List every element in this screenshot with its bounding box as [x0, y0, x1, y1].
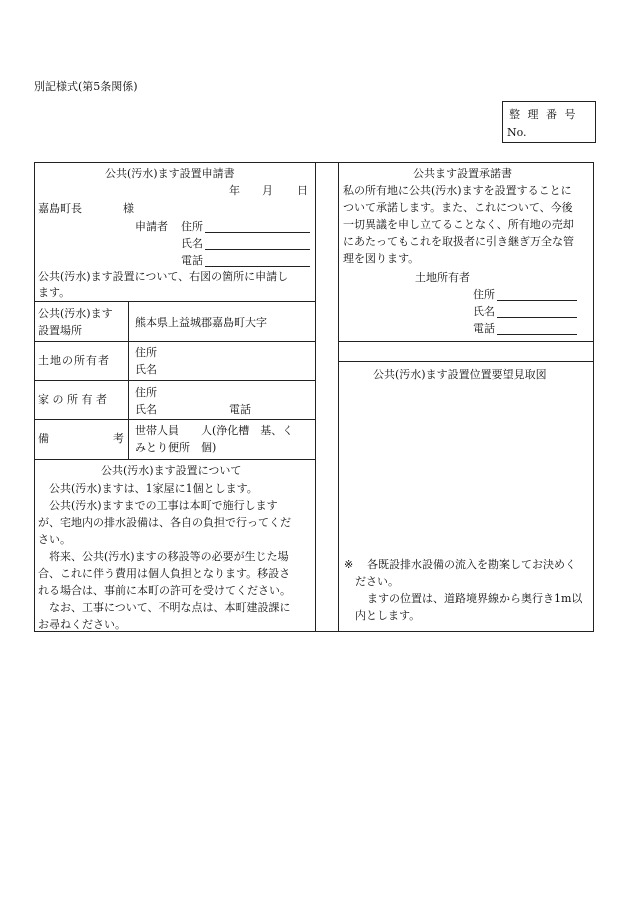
- addressee: 嘉島町長: [38, 202, 82, 215]
- map-note-2: ださい。: [355, 575, 399, 588]
- house-owner-address[interactable]: 住所: [135, 386, 157, 399]
- date-year-label: 年: [229, 184, 240, 197]
- notes-p2-cont: が、宅地内の排水設備は、各自の負担で行ってくだ: [38, 516, 291, 529]
- map-note-1: 各既設排水設備の流入を勘案してお決めく: [367, 558, 576, 571]
- notes-title: 公共(汚水)ます設置について: [101, 464, 242, 477]
- map-note-4: 内とします。: [355, 609, 421, 622]
- house-owner-phone[interactable]: 電話: [229, 403, 251, 416]
- applicant-label: 申請者: [135, 220, 168, 233]
- applicant-address-label: 住所: [181, 220, 203, 233]
- notes-p3-cont2: れる場合は、事前に本町の許可を受けてください。: [38, 584, 291, 597]
- form-label: 別記様式(第5条関係): [34, 80, 138, 93]
- notes-p1: 公共(汚水)ますは、1家屋に1個とします。: [49, 482, 258, 495]
- remarks-line-1[interactable]: 世帯人員 人(浄化槽 基、く: [135, 424, 294, 437]
- date-month-label: 月: [262, 184, 273, 197]
- consent-line-2: ついて承諾します。また、これについて、今後: [343, 201, 573, 214]
- consent-name-label: 氏名: [473, 305, 495, 318]
- date-day-label: 日: [297, 184, 308, 197]
- applicant-phone-field[interactable]: [205, 266, 310, 267]
- reference-number-label: No.: [507, 126, 527, 139]
- consent-phone-field[interactable]: [497, 334, 577, 335]
- location-value[interactable]: 熊本県上益城郡嘉島町大字: [135, 316, 267, 329]
- remarks-line-2[interactable]: みとり便所 個): [135, 441, 217, 454]
- map-note-mark: ※: [344, 558, 354, 571]
- notes-p2: 公共(汚水)ますまでの工事は本町で施行します: [49, 499, 278, 512]
- location-label: 公共(汚水)ます: [38, 307, 113, 320]
- land-owner-label: 土地の所有者: [38, 354, 110, 367]
- map-title: 公共(汚水)ます設置位置要望見取図: [373, 368, 547, 381]
- reference-number-title: 整 理 番 号: [509, 108, 578, 121]
- notes-p4: なお、工事について、不明な点は、本町建設課に: [49, 601, 291, 614]
- consent-phone-label: 電話: [473, 322, 495, 335]
- reference-number-box: [502, 101, 596, 143]
- remarks-label-left: 備: [38, 432, 49, 445]
- consent-owner-label: 土地所有者: [415, 271, 470, 284]
- applicant-phone-label: 電話: [181, 254, 203, 267]
- house-owner-name[interactable]: 氏名: [135, 403, 157, 416]
- consent-line-5: 理を図ります。: [343, 252, 420, 265]
- application-statement-cont: ます。: [38, 286, 71, 299]
- notes-p2-cont2: さい。: [38, 533, 71, 546]
- consent-name-field[interactable]: [497, 317, 577, 318]
- land-owner-name[interactable]: 氏名: [135, 363, 157, 376]
- honorific: 様: [123, 202, 134, 215]
- location-label-cont: 設置場所: [38, 324, 82, 337]
- application-statement: 公共(汚水)ます設置について、右図の箇所に申請し: [38, 270, 289, 283]
- consent-line-4: にあたってもこれを取扱者に引き継ぎ万全な管: [343, 235, 574, 248]
- map-note-3: ますの位置は、道路境界線から奥行き1m以: [367, 592, 583, 605]
- notes-p3-cont: 合、これに伴う費用は個人負担となります。移設さ: [38, 567, 291, 580]
- land-owner-address[interactable]: 住所: [135, 346, 157, 359]
- consent-address-field[interactable]: [497, 300, 577, 301]
- applicant-name-label: 氏名: [181, 237, 203, 250]
- applicant-address-field[interactable]: [205, 232, 310, 233]
- notes-p4-cont: お尋ねください。: [38, 618, 126, 631]
- application-title: 公共(汚水)ます設置申請書: [105, 167, 235, 180]
- consent-title: 公共ます設置承諾書: [413, 167, 512, 180]
- consent-address-label: 住所: [473, 288, 495, 301]
- notes-p3: 将来、公共(汚水)ますの移設等の必要が生じた場: [49, 550, 289, 563]
- consent-line-1: 私の所有地に公共(汚水)ますを設置することに: [343, 184, 572, 197]
- consent-line-3: 一切異議を申し立てることなく、所有地の売却: [343, 218, 574, 231]
- house-owner-label: 家 の 所 有 者: [38, 393, 107, 406]
- applicant-name-field[interactable]: [205, 249, 310, 250]
- remarks-label-right: 考: [113, 432, 124, 445]
- map-drawing-area[interactable]: [339, 386, 593, 551]
